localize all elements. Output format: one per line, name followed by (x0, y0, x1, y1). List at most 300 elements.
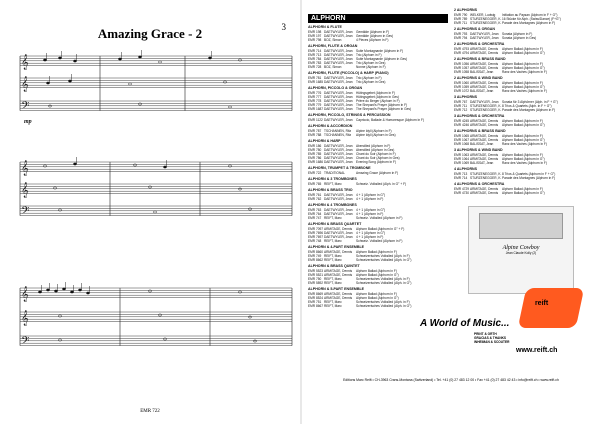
catalog-section-heading: ALPHORN & 4-PART ENSEMBLE (308, 245, 365, 249)
catalog-item-code: EMR 8662 (308, 258, 324, 262)
catalog-item-composer: DAETWYLER, Jean (324, 80, 353, 84)
catalog-item-composer: DAETWYLER, Jean (324, 57, 353, 61)
catalog-item-composer: DAETWYLER, Jean (324, 231, 353, 235)
catalog-item-composer: STURZENEGGER, K. (470, 176, 502, 180)
catalog-section-heading: ALPHORN & 5-PART ENSEMBLE (308, 287, 365, 291)
catalog-item-title: Alpine Idyll (Alphorn in F) (356, 129, 392, 133)
catalog-item-composer: ARMITAGE, Dennis (470, 123, 499, 127)
catalog-item-code: EMR 1064 (454, 157, 470, 161)
catalog-item-composer: REIFT, Marc (324, 300, 342, 304)
catalog-item-code: EMR 748 (308, 239, 322, 243)
catalog-item-composer: WELKER, Ludwig (470, 13, 496, 17)
catalog-item-code: EMR 794 (454, 36, 468, 40)
catalog-item-composer: DAETWYLER, Jean (470, 32, 499, 36)
catalog-item-title: Alphorn Ballad (Alphorn in G°) (356, 296, 399, 300)
catalog-item-title: 4 + 1 (Alphorn in G°) (356, 231, 386, 235)
score-title: Amazing Grace - 2 (97, 26, 203, 41)
ad-url[interactable]: www.reift.ch (516, 347, 558, 354)
svg-text:𝄞: 𝄞 (21, 183, 29, 198)
catalog-item-title: Initiation au Paysan (Alphorn in F + G°) (502, 13, 558, 17)
catalog-item (308, 171, 448, 175)
catalog-item-composer: DAETWYLER, Jean (470, 100, 499, 104)
catalog-item-composer: DAETWYLER, Jean (324, 156, 353, 160)
catalog-item-composer: DAETWYLER, Jean (324, 103, 353, 107)
catalog-section-heading: ALPHORN, PICCOLO & ORGAN (308, 86, 363, 90)
catalog-section-heading: ALPHORN, FLUTE (PICCOLO) & HARP (PIANO) (308, 71, 389, 75)
catalog-item-title: Schweiz. Volkslied (Alph. in G° + F) (356, 182, 407, 186)
product-cover (468, 206, 574, 294)
catalog-item-composer: REIFT, Marc (324, 182, 342, 186)
svg-text:𝄢: 𝄢 (21, 335, 30, 350)
catalog-item-code: EMR 4730 (454, 191, 470, 195)
catalog-item-composer: ARMITAGE, Dennis (470, 157, 499, 161)
catalog-item-composer: ARMITAGE, Dennis (470, 187, 499, 191)
catalog-item-code: EMR 1063 (454, 153, 470, 157)
catalog-item-title: Parade des Montagnes (Alphorn in F) (502, 176, 556, 180)
catalog-item-composer: DAETWYLER, Jean (324, 76, 353, 80)
catalog-item-code: EMR 765 (308, 182, 322, 186)
catalog-item-code: EMR 1122 (308, 118, 323, 122)
cover-image (479, 213, 563, 239)
catalog-item-code: EMR 1068 (454, 142, 470, 146)
catalog-item-composer: REIFT, Marc (324, 277, 342, 281)
catalog-item-composer: REIFT, Marc (324, 216, 342, 220)
catalog-item-composer: BALISSAT, Jean (470, 70, 494, 74)
catalog-item-title: Alphorn Ballad (Alphorn in G° + F) (356, 227, 405, 231)
svg-text:𝄞: 𝄞 (21, 287, 29, 302)
catalog-item-title: 16 Stücke für Alph. (Swiss/Dance) (F+G°) (502, 17, 561, 21)
catalog-item-title: Capriccio, Ballade & Humoresque (Alphorn in F) (356, 118, 425, 122)
notes-system-2 (43, 157, 251, 213)
catalog-item (308, 65, 448, 69)
catalog-item-composer: TSCHANNEN, Ritz (324, 133, 352, 137)
catalog-item-code: EMR 1056 (454, 62, 470, 66)
catalog-item (308, 258, 448, 262)
catalog-item-composer: ARMITAGE, Dennis (470, 81, 499, 85)
catalog-item-title: Alphorn Ballad (Alphorn in G°) (502, 85, 545, 89)
ad-line: INHEIMAN & SCOUTER (474, 340, 510, 344)
catalog-section-heading: 4 ALPHORNS & ORCHESTRA (454, 182, 505, 186)
catalog-item-title: Alpine Idyll (Alphorn in Ges) (356, 133, 396, 137)
catalog-item-title: Schweizerisches Volkslied (Alph. in F) (356, 277, 410, 281)
catalog-item-composer: TRADITIONAL (324, 171, 346, 175)
catalog-item-composer: ARMITAGE, Dennis (470, 85, 499, 89)
catalog-item-title: Parade des Montagnes (Alphorn in F) (502, 108, 556, 112)
catalog-item-code: EMR 728 (308, 65, 322, 69)
catalog-column-left (308, 14, 448, 308)
catalog-list-right (454, 8, 594, 195)
catalog-item-code: EMR 5892 (308, 281, 324, 285)
logo-text: reift (534, 300, 549, 307)
catalog-item-title: Alphorn Ballad (Alphorn in F) (502, 187, 543, 191)
catalog-item-code: EMR 780 (308, 148, 322, 152)
catalog-item-code: EMR 776 (308, 91, 322, 95)
catalog-item-composer: BALISSAT, Jean (470, 142, 494, 146)
edition-number: EMR 722 (140, 409, 160, 414)
catalog-item-composer: REIFT, Marc (324, 254, 342, 258)
catalog-item-composer: BOZ, Simon (324, 38, 342, 42)
catalog-item-code: EMR 778 (308, 99, 322, 103)
catalog-item-title: Schweizerisches Volkslied (Alph. in F) (356, 254, 410, 258)
catalog-item-code: EMR 798 (308, 38, 322, 42)
catalog-item-code: EMR 1058 (454, 70, 470, 74)
catalog-item-title: Abendlied (Alphorn in Ges) (356, 148, 395, 152)
catalog-item-code: EMR 763 (308, 208, 322, 212)
catalog-item-title: Ranz des Vaches (Alphorn in F) (502, 142, 547, 146)
catalog-item-composer: ARMITAGE, Dennis (470, 66, 499, 70)
catalog-item-code: EMR 8669 (308, 292, 324, 296)
catalog-item-title: Suite Montagnarde (Alphorn in Ges) (356, 57, 408, 61)
catalog-item-composer: ARMITAGE, Dennis (324, 273, 353, 277)
catalog-item-code: EMR 762 (308, 197, 322, 201)
catalog-item-code: EMR 1065 (454, 134, 470, 138)
catalog-section-heading: 3 ALPHORNS (454, 95, 478, 99)
catalog-item-composer: STURZENEGGER, K. (470, 108, 502, 112)
svg-text:𝄞: 𝄞 (21, 55, 29, 70)
catalog-item-code: EMR 714 (454, 176, 468, 180)
catalog-item-composer: DAETWYLER, Jean (470, 36, 499, 40)
catalog-item (308, 182, 448, 186)
catalog-item-code: EMR 1069 (454, 161, 470, 165)
catalog-item (454, 89, 594, 93)
catalog-item-composer: BOZ, Simon (324, 65, 342, 69)
catalog-section-heading: 2 ALPHORNS & ORGAN (454, 27, 495, 31)
catalog-item-composer: BALISSAT, Jean (470, 161, 494, 165)
catalog-item-title: Alphorn Ballad (Alphorn in F) (356, 250, 397, 254)
catalog-item (308, 80, 448, 84)
catalog-item-title: Nonne (Alphorn in F) (356, 65, 386, 69)
catalog-item-code: EMR 197 (308, 34, 322, 38)
catalog-item-code: EMR 8667 (308, 304, 324, 308)
catalog-item (308, 38, 448, 42)
catalog-item-composer: ARMITAGE, Dennis (324, 250, 353, 254)
catalog-item-title: 4 + 1 (Alphorn in F) (356, 212, 384, 216)
catalog-item-title: Gemälde (Alphorn in F) (356, 30, 390, 34)
catalog-item-code: EMR 1060 (454, 81, 470, 85)
catalog-item-title: Alphorn Ballad (Alphorn in G°) (502, 138, 545, 142)
catalog-item-composer: ARMITAGE, Dennis (470, 47, 499, 51)
catalog-item-code: EMR 767 (454, 100, 468, 104)
catalog-item-title: The Shepard's Prayer (Alphorn in F) (356, 103, 408, 107)
notes-system-1 (43, 50, 241, 108)
catalog-item-title: 4 Pieces (Alphorn in F) (356, 38, 389, 42)
catalog-item-code: EMR 764 (308, 212, 322, 216)
catalog-item-code: EMR 186 (308, 144, 322, 148)
catalog-item-title: Chant du Soir (Alphorn in Ges) (356, 156, 400, 160)
catalog-item-title: Schweiz. Volkslied (Alphorn in F) (356, 239, 403, 243)
ad-line: GRACIAS & THANKS (474, 336, 507, 340)
catalog-item-title: Sonata (Alphorn in Ges) (502, 36, 537, 40)
catalog-item-code: EMR 4793 (454, 47, 470, 51)
catalog-item-title: Ranz des Vaches (Alphorn in F) (502, 70, 547, 74)
catalog-item-title: Gemälde (Alphorn in Ges) (356, 34, 394, 38)
catalog-item-title: Alphorn Ballad (Alphorn in G°) (502, 51, 545, 55)
catalog-item-code: EMR 4246 (454, 123, 470, 127)
catalog-item-title: Alphorn Ballad (Alphorn in F) (502, 81, 543, 85)
catalog-section-heading: 3 ALPHORNS & WIND BAND (454, 148, 503, 152)
catalog-item (454, 51, 594, 55)
catalog-item-code: EMR 4794 (454, 51, 470, 55)
system-1 (20, 56, 292, 111)
catalog-item-code: EMR 8524 (308, 296, 324, 300)
catalog-item-code: EMR 1072 (454, 89, 470, 93)
catalog-item-code: EMR 714 (308, 49, 322, 53)
catalog-item-title: 8 Trios & Quartets (Alph. in F + G°) (502, 104, 552, 108)
catalog-item-title: Sonata für 3 Alphörner (Alph. in F + G°) (502, 100, 558, 104)
catalog-item-title: Trio (Alphorn in F) (356, 53, 382, 57)
catalog-item-code: EMR 713 (308, 53, 322, 57)
catalog-column-right (454, 6, 594, 195)
catalog-item-code: EMR 789 (454, 17, 468, 21)
catalog-item-code: EMR 1057 (454, 66, 470, 70)
catalog-item-composer: ARMITAGE, Dennis (470, 191, 499, 195)
cover-title: Alpine Cowboy (502, 245, 540, 251)
catalog-item (454, 70, 594, 74)
catalog-item-title: Hütingsgebet (Alphorn in F) (356, 91, 395, 95)
catalog-item-title: Trio (Alphorn in F) (356, 76, 382, 80)
catalog-item-title: Amazing Grace (Alphorn in F) (356, 171, 399, 175)
catalog-item-composer: ARMITAGE, Dennis (470, 134, 499, 138)
catalog-item-composer: ARMITAGE, Dennis (324, 292, 353, 296)
catalog-item-composer: ARMITAGE, Dennis (470, 119, 499, 123)
catalog-item-code: EMR 712 (454, 108, 468, 112)
catalog-item-composer: ARMITAGE, Dennis (470, 62, 499, 66)
catalog-item-title: 4 + 1 (Alphorn in G°) (356, 208, 386, 212)
catalog-item-code: EMR 784 (308, 57, 322, 61)
catalog-item-code: EMR 1685 (308, 80, 324, 84)
publisher-logo (518, 288, 585, 328)
catalog-section-heading: ALPHORN & BRASS QUINTET (308, 264, 360, 268)
catalog-item-code: EMR 777 (308, 95, 322, 99)
catalog-item-composer: REIFT, Marc (324, 258, 342, 262)
catalog-banner: ALPHORN (308, 14, 448, 23)
svg-text:𝄢: 𝄢 (21, 205, 30, 220)
catalog-item-composer: DAETWYLER, Jean (324, 99, 353, 103)
svg-text:𝄢: 𝄢 (21, 100, 30, 115)
catalog-item-code: EMR 7097 (308, 227, 324, 231)
publisher-contact: Editions Marc Reift • CH-3963 Crans-Montana (Switzerland) • Tel. +41 (0) 27 483 12 00 • Fax +41 (0) 27 483 42 43 • info@reift.ch • www.reift.ch (343, 378, 559, 382)
catalog-item-composer: ARMITAGE, Dennis (470, 138, 499, 142)
catalog-item-code: EMR 790 (454, 13, 468, 17)
catalog-item-composer: REIFT, Marc (324, 239, 342, 243)
catalog-item-title: Schweizerisches Volkslied (Alph. in G°) (356, 304, 412, 308)
catalog-item (308, 118, 448, 122)
catalog-item-composer: DAETWYLER, Jean (324, 61, 353, 65)
catalog-section-heading: ALPHORN & ACCORDION (308, 124, 353, 128)
catalog-item-composer: REIFT, Marc (324, 304, 342, 308)
catalog-item-title: Alphorn Ballad (Alphorn in F) (502, 47, 543, 51)
ad-title: A World of Music... (420, 318, 510, 329)
catalog-item (454, 21, 594, 25)
catalog-item-title: Schweizerisches Volkslied (Alph. in G°) (356, 258, 412, 262)
catalog-item-composer: DAETWYLER, Jean (324, 193, 353, 197)
catalog-item-code: EMR 749 (308, 254, 322, 258)
catalog-item-title: 4 + 1 (Alphorn in G°) (356, 193, 386, 197)
catalog-item-composer: DAETWYLER, Jean (324, 148, 353, 152)
catalog-item-code: EMR 1687 (308, 107, 324, 111)
catalog-item-code: EMR 750 (308, 277, 322, 281)
catalog-item (308, 304, 448, 308)
catalog-item-title: The Shepard's Prayer (Alphorn in Ges) (356, 107, 411, 111)
catalog-item-title: Trio (Alphorn in Ges) (356, 61, 386, 65)
catalog-section-heading: ALPHORN, PICCOLO, STRINGS & PERCUSSION (308, 113, 391, 117)
catalog-item-code: EMR 1067 (454, 138, 470, 142)
catalog-section-heading: 2 ALPHORNS & BRASS BAND (454, 57, 506, 61)
catalog-item-code: EMR 779 (308, 103, 322, 107)
catalog-section-heading: ALPHORN, FLUTE & ORGAN (308, 44, 358, 48)
catalog-item-composer: ARMITAGE, Dennis (470, 153, 499, 157)
catalog-item-code: EMR 783 (308, 61, 322, 65)
catalog-item-composer: DAETWYLER, Jean (324, 197, 353, 201)
catalog-item-title: Chant du Soir (Alphorn in F) (356, 152, 396, 156)
catalog-section-heading: ALPHORN & 4 TROMBONES (308, 203, 357, 207)
catalog-item-code: EMR 781 (308, 76, 322, 80)
catalog-item-composer: DAETWYLER, Jean (324, 160, 353, 164)
catalog-item-title: Ranz des Vaches (Alphorn in F) (502, 89, 547, 93)
catalog-item-composer: STURZENEGGER, K. (470, 172, 502, 176)
catalog-item-code: EMR 786 (308, 156, 322, 160)
catalog-item-composer: ARMITAGE, Dennis (470, 51, 499, 55)
catalog-item (454, 36, 594, 40)
catalog-item-composer: ARMITAGE, Dennis (324, 227, 353, 231)
catalog-item-code: EMR 747 (308, 216, 322, 220)
catalog-item-composer: DAETWYLER, Jean (324, 91, 353, 95)
catalog-section-heading: ALPHORN & BRASS QUARTET (308, 222, 362, 226)
dynamic-marking: mp (24, 119, 32, 125)
svg-text:𝄞: 𝄞 (21, 161, 29, 176)
system-2 (20, 162, 292, 216)
catalog-item-title: Suite Montagnarde (Alphorn in F) (356, 49, 404, 53)
catalog-item-code: EMR 4729 (454, 187, 470, 191)
catalog-item-code: EMR 1686 (308, 160, 324, 164)
catalog-item-composer: DAETWYLER, Jean (324, 208, 353, 212)
catalog-section-heading: ALPHORN & HARP (308, 139, 341, 143)
page-number: 3 (281, 22, 286, 32)
catalog-item-code: EMR 793 (454, 32, 468, 36)
catalog-item-title: Schweizerisches Volkslied (Alph. in F) (356, 300, 410, 304)
catalog-item-title: Sonata (Alphorn in F) (502, 32, 533, 36)
catalog-item-title: Schweizerisches Volkslied (Alph. in G°) (356, 281, 412, 285)
catalog-item-title: Prière du Berger (Alphorn in F) (356, 99, 400, 103)
catalog-item-title: Schweiz. Volkslied (Alphorn in F) (356, 216, 403, 220)
catalog-section-heading: 2 ALPHORNS (454, 8, 478, 12)
catalog-item-composer: DAETWYLER, Jean (324, 118, 353, 122)
catalog-item (454, 108, 594, 112)
catalog-section-heading: 2 ALPHORNS & ORCHESTRA (454, 42, 505, 46)
catalog-item-title: Alphorn Ballad (Alphorn in F) (502, 134, 543, 138)
catalog-item-composer: BALISSAT, Jean (470, 89, 494, 93)
catalog-item (308, 197, 448, 201)
catalog-item-title: 8 Trios & Quartets (Alphorn in F + G°) (502, 172, 556, 176)
catalog-item (308, 239, 448, 243)
catalog-item-composer: DAETWYLER, Jean (324, 152, 353, 156)
catalog-section-heading: ALPHORN, TRUMPET & TROMBONE (308, 166, 371, 170)
catalog-item-code: EMR 7697 (308, 235, 324, 239)
catalog-page (302, 0, 600, 424)
catalog-item-title: Ranz des Vaches (Alphorn in F) (502, 161, 547, 165)
catalog-item (454, 142, 594, 146)
catalog-item-composer: TSCHANNEN, Ritz (324, 129, 352, 133)
catalog-item-code: EMR 785 (308, 152, 322, 156)
catalog-item (454, 161, 594, 165)
catalog-item (308, 107, 448, 111)
catalog-item-code: EMR 788 (308, 133, 322, 137)
catalog-item (454, 176, 594, 180)
ad-tagline (474, 332, 509, 344)
catalog-item-code: EMR 1059 (454, 85, 470, 89)
catalog-item (308, 160, 448, 164)
catalog-item-title: Alphorn Ballad (Alphorn in G°) (356, 273, 399, 277)
cover-subtitle: Jean Claude Kolly (2) (505, 251, 537, 255)
catalog-item-title: Alphorn Ballad (Alphorn in F) (356, 292, 397, 296)
catalog-section-heading: 3 ALPHORNS & ORCHESTRA (454, 114, 505, 118)
catalog-item-composer: ARMITAGE, Dennis (324, 269, 353, 273)
catalog-item-code: EMR 8660 (308, 250, 324, 254)
catalog-item-title: Alphorn Ballad (Alphorn in G°) (502, 123, 545, 127)
catalog-item-title: Abendlied (Alphorn in F) (356, 144, 391, 148)
catalog-item-composer: DAETWYLER, Jean (324, 144, 353, 148)
catalog-item-title: Evening Song (Alphorn in F) (356, 160, 397, 164)
catalog-item-code: EMR 711 (454, 21, 468, 25)
catalog-item-composer: DAETWYLER, Jean (324, 53, 353, 57)
svg-text:𝄞: 𝄞 (21, 311, 29, 326)
catalog-item-composer: DAETWYLER, Jean (324, 95, 353, 99)
catalog-item-code: EMR 751 (308, 300, 322, 304)
catalog-item-title: Hütingsgebet (Alphorn in Ges) (356, 95, 399, 99)
catalog-item (308, 216, 448, 220)
catalog-item-title: Alphorn Ballad (Alphorn in F) (502, 153, 543, 157)
catalog-section-heading: ALPHORN & FLUTE (308, 25, 342, 29)
catalog-item-code: EMR 5523 (308, 269, 324, 273)
catalog-item-code: EMR 761 (308, 193, 322, 197)
catalog-item-code: EMR 711 (454, 104, 468, 108)
catalog-item-composer: STURZENEGGER, K. (470, 17, 502, 21)
catalog-item-code: EMR 722 (308, 171, 322, 175)
catalog-item-composer: STURZENEGGER, K. (470, 104, 502, 108)
catalog-section-heading: ALPHORN & 3 TROMBONES (308, 177, 357, 181)
catalog-item-composer: ARMITAGE, Dennis (324, 296, 353, 300)
catalog-item-title: Alphorn Ballad (Alphorn in G°) (502, 191, 545, 195)
catalog-item-composer: DAETWYLER, Jean (324, 34, 353, 38)
catalog-section-heading: ALPHORN & BRASS TRIO (308, 188, 353, 192)
catalog-item-code: EMR 198 (308, 30, 322, 34)
catalog-item (308, 281, 448, 285)
catalog-item-title: Alphorn Ballad (Alphorn in F) (502, 119, 543, 123)
catalog-item-composer: REIFT, Marc (324, 281, 342, 285)
catalog-item-composer: DAETWYLER, Jean (324, 235, 353, 239)
catalog-item-title: Alphorn Ballad (Alphorn in F) (502, 62, 543, 66)
catalog-list-left (308, 25, 448, 308)
catalog-item-title: Trio (Alphorn in Ges) (356, 80, 386, 84)
catalog-item (454, 191, 594, 195)
catalog-item-code: EMR 7696 (308, 231, 324, 235)
catalog-item-composer: DAETWYLER, Jean (324, 49, 353, 53)
catalog-item-title: Alphorn Ballad (Alphorn in F) (356, 269, 397, 273)
catalog-item-title: 4 + 1 (Alphorn in F) (356, 235, 384, 239)
catalog-item-code: EMR 787 (308, 129, 322, 133)
catalog-item-title: Alphorn Ballad (Alphorn in G°) (502, 157, 545, 161)
catalog-item-code: EMR 713 (454, 172, 468, 176)
catalog-item-code: EMR 4245 (454, 119, 470, 123)
catalog-item-title: Parade des Montagnes (Alphorn in F) (502, 21, 556, 25)
catalog-item-composer: DAETWYLER, Jean (324, 107, 353, 111)
catalog-section-heading: 4 ALPHORNS (454, 167, 478, 171)
catalog-item-code: EMR 5521 (308, 273, 324, 277)
catalog-item-composer: DAETWYLER, Jean (324, 30, 353, 34)
svg-text:𝄞: 𝄞 (21, 77, 29, 92)
catalog-item (454, 123, 594, 127)
ad-line: PRINT & ORTH (474, 332, 497, 336)
